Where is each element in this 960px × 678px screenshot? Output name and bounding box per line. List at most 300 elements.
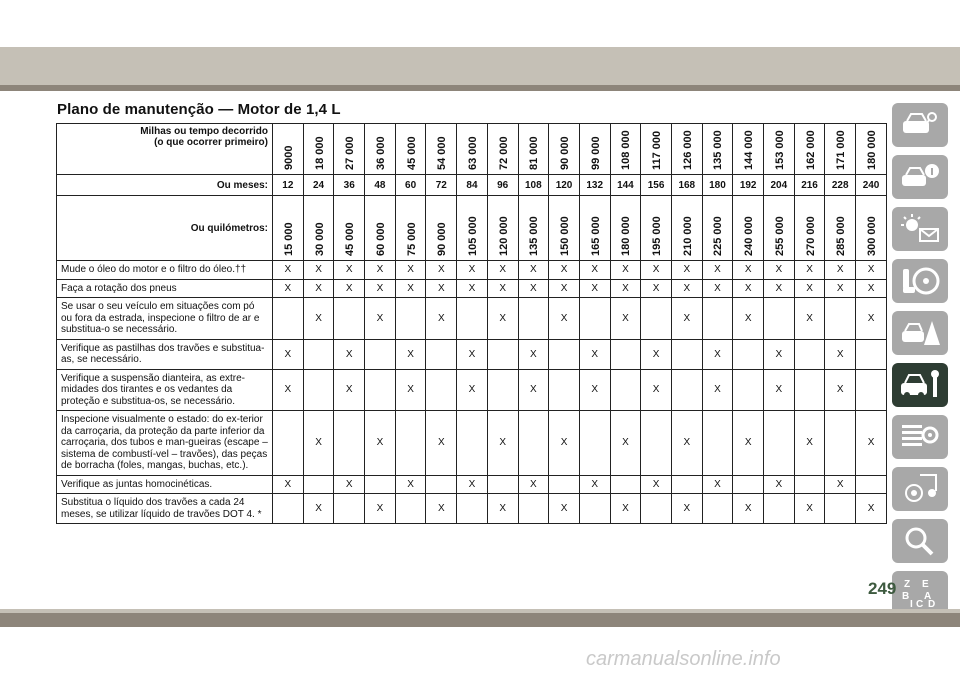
schedule-mark: X — [610, 411, 641, 476]
table-row — [57, 298, 887, 340]
schedule-mark: X — [825, 279, 856, 298]
miles-value: 171 000 — [835, 130, 848, 170]
schedule-mark: X — [457, 369, 488, 411]
header-row-months — [57, 175, 887, 196]
months-value: 96 — [487, 175, 518, 196]
car-info-icon — [900, 161, 940, 193]
miles-header-cell — [518, 124, 549, 175]
schedule-mark: X — [457, 279, 488, 298]
miles-value: 99 000 — [589, 136, 602, 170]
schedule-mark — [733, 339, 764, 369]
schedule-mark: X — [487, 411, 518, 476]
schedule-mark — [549, 475, 580, 494]
schedule-mark — [641, 411, 672, 476]
schedule-mark: X — [764, 261, 795, 280]
schedule-mark: X — [702, 369, 733, 411]
schedule-mark: X — [794, 494, 825, 524]
km-header-cell — [518, 196, 549, 261]
schedule-mark — [702, 411, 733, 476]
km-value: 270 000 — [804, 216, 817, 256]
table-row — [57, 339, 887, 369]
km-value: 255 000 — [773, 216, 786, 256]
schedule-mark — [426, 369, 457, 411]
schedule-mark — [794, 475, 825, 494]
schedule-mark: X — [273, 475, 304, 494]
schedule-mark: X — [856, 411, 887, 476]
schedule-mark: X — [487, 494, 518, 524]
schedule-mark: X — [641, 339, 672, 369]
schedule-mark: X — [641, 279, 672, 298]
schedule-mark: X — [610, 279, 641, 298]
schedule-mark: X — [610, 298, 641, 340]
svg-text:C: C — [916, 599, 924, 609]
schedule-mark — [487, 475, 518, 494]
schedule-mark: X — [395, 369, 426, 411]
miles-header-cell — [457, 124, 488, 175]
schedule-mark: X — [702, 261, 733, 280]
watermark: carmanualsonline.info — [586, 648, 781, 670]
miles-value: 153 000 — [773, 130, 786, 170]
km-header-cell — [549, 196, 580, 261]
schedule-mark: X — [794, 411, 825, 476]
schedule-mark: X — [825, 261, 856, 280]
miles-value: 135 000 — [712, 130, 725, 170]
svg-text:D: D — [928, 599, 936, 609]
schedule-mark: X — [579, 339, 610, 369]
schedule-mark — [273, 411, 304, 476]
miles-value: 108 000 — [620, 130, 633, 170]
months-value: 24 — [303, 175, 334, 196]
schedule-mark: X — [764, 475, 795, 494]
schedule-mark: X — [303, 411, 334, 476]
miles-header-cell — [856, 124, 887, 175]
months-value: 156 — [641, 175, 672, 196]
schedule-mark: X — [671, 494, 702, 524]
task-description: Substitua o líquido dos travões a cada 24 meses, se utilizar líquido de travões DOT 4. * — [57, 494, 273, 524]
schedule-mark: X — [856, 298, 887, 340]
schedule-mark — [457, 494, 488, 524]
schedule-mark: X — [426, 279, 457, 298]
km-value: 195 000 — [651, 216, 664, 256]
table-row — [57, 411, 887, 476]
schedule-mark: X — [579, 475, 610, 494]
schedule-mark: X — [702, 339, 733, 369]
schedule-mark: X — [395, 339, 426, 369]
index-letters-icon — [900, 577, 940, 609]
schedule-mark — [610, 339, 641, 369]
schedule-mark: X — [426, 494, 457, 524]
schedule-mark: X — [549, 411, 580, 476]
miles-header-cell — [426, 124, 457, 175]
km-header-cell — [457, 196, 488, 261]
miles-value: 126 000 — [681, 130, 694, 170]
schedule-mark: X — [334, 261, 365, 280]
schedule-mark: X — [457, 339, 488, 369]
schedule-mark: X — [549, 494, 580, 524]
km-value: 165 000 — [589, 216, 602, 256]
schedule-mark: X — [426, 411, 457, 476]
schedule-mark — [764, 411, 795, 476]
table-row — [57, 261, 887, 280]
schedule-mark — [702, 298, 733, 340]
steering-seat-icon — [900, 265, 940, 297]
schedule-mark — [549, 369, 580, 411]
schedule-mark — [518, 494, 549, 524]
schedule-mark: X — [856, 261, 887, 280]
schedule-mark: X — [579, 279, 610, 298]
months-value: 180 — [702, 175, 733, 196]
km-header-cell — [641, 196, 672, 261]
miles-value: 90 000 — [559, 136, 572, 170]
schedule-mark: X — [579, 261, 610, 280]
miles-header-cell — [303, 124, 334, 175]
music-nav-icon — [900, 473, 940, 505]
miles-header-cell — [334, 124, 365, 175]
km-value: 75 000 — [405, 222, 418, 256]
schedule-mark: X — [365, 298, 396, 340]
schedule-mark: X — [549, 279, 580, 298]
schedule-mark: X — [426, 261, 457, 280]
page-title: Plano de manutenção — Motor de 1,4 L — [57, 101, 341, 118]
miles-value: 9000 — [282, 145, 295, 170]
schedule-mark — [579, 494, 610, 524]
schedule-mark: X — [365, 411, 396, 476]
table-row — [57, 494, 887, 524]
schedule-mark — [395, 298, 426, 340]
top-band-stripe — [0, 85, 960, 91]
km-label: Ou quilómetros: — [57, 196, 273, 261]
schedule-mark: X — [487, 298, 518, 340]
months-value: 60 — [395, 175, 426, 196]
km-value: 135 000 — [528, 216, 541, 256]
tab-multimedia[interactable] — [892, 467, 948, 511]
tab-search[interactable] — [892, 519, 948, 563]
months-value: 204 — [764, 175, 795, 196]
schedule-mark — [671, 475, 702, 494]
km-value: 105 000 — [466, 216, 479, 256]
schedule-mark — [426, 339, 457, 369]
miles-header-cell — [610, 124, 641, 175]
svg-text:I: I — [910, 599, 913, 609]
schedule-mark: X — [395, 261, 426, 280]
schedule-mark — [794, 369, 825, 411]
schedule-mark: X — [733, 494, 764, 524]
schedule-mark: X — [856, 494, 887, 524]
schedule-mark — [334, 411, 365, 476]
km-value: 180 000 — [620, 216, 633, 256]
km-header-cell — [610, 196, 641, 261]
table-row — [57, 369, 887, 411]
schedule-mark: X — [856, 279, 887, 298]
schedule-mark: X — [641, 369, 672, 411]
schedule-mark: X — [365, 261, 396, 280]
schedule-mark — [365, 339, 396, 369]
schedule-mark — [733, 369, 764, 411]
km-value: 60 000 — [374, 222, 387, 256]
schedule-mark: X — [671, 279, 702, 298]
schedule-mark: X — [764, 279, 795, 298]
hazard-triangle-icon — [900, 317, 940, 349]
miles-header-cell — [549, 124, 580, 175]
schedule-mark: X — [273, 279, 304, 298]
miles-header-cell — [733, 124, 764, 175]
km-header-cell — [303, 196, 334, 261]
km-header-cell — [825, 196, 856, 261]
miles-header-cell — [273, 124, 304, 175]
schedule-mark: X — [365, 494, 396, 524]
schedule-mark — [579, 298, 610, 340]
miles-value: 45 000 — [405, 136, 418, 170]
schedule-mark: X — [794, 279, 825, 298]
schedule-mark — [365, 475, 396, 494]
tab-car-key[interactable] — [892, 103, 948, 147]
schedule-mark: X — [487, 279, 518, 298]
car-wrench-icon — [900, 369, 940, 401]
months-value: 216 — [794, 175, 825, 196]
schedule-mark: X — [641, 261, 672, 280]
schedule-mark: X — [549, 261, 580, 280]
warning-lights-icon — [900, 213, 940, 245]
tab-warning-lights[interactable] — [892, 207, 948, 251]
schedule-mark: X — [549, 298, 580, 340]
svg-text:B: B — [902, 591, 910, 602]
months-value: 144 — [610, 175, 641, 196]
schedule-mark: X — [579, 369, 610, 411]
miles-header-cell — [487, 124, 518, 175]
schedule-mark: X — [395, 475, 426, 494]
miles-value: 180 000 — [866, 130, 879, 170]
schedule-mark — [641, 494, 672, 524]
km-value: 45 000 — [344, 222, 357, 256]
miles-value: 81 000 — [528, 136, 541, 170]
page-number: 249 — [868, 579, 897, 598]
tab-maintenance[interactable] — [892, 363, 948, 407]
schedule-mark: X — [457, 261, 488, 280]
schedule-mark — [856, 369, 887, 411]
miles-header-cell — [702, 124, 733, 175]
miles-header-cell — [641, 124, 672, 175]
miles-header-cell — [395, 124, 426, 175]
svg-text:E: E — [922, 579, 929, 590]
schedule-mark: X — [671, 261, 702, 280]
bottom-band — [0, 613, 960, 627]
schedule-mark: X — [733, 411, 764, 476]
km-value: 90 000 — [436, 222, 449, 256]
schedule-mark — [303, 339, 334, 369]
miles-header-cell — [365, 124, 396, 175]
miles-value: 18 000 — [313, 136, 326, 170]
svg-text:Z: Z — [904, 579, 911, 590]
search-icon — [900, 525, 940, 557]
tab-car-info[interactable] — [892, 155, 948, 199]
schedule-mark — [825, 494, 856, 524]
miles-value: 144 000 — [743, 130, 756, 170]
schedule-mark — [610, 475, 641, 494]
km-value: 120 000 — [497, 216, 510, 256]
schedule-mark — [641, 298, 672, 340]
schedule-mark: X — [702, 475, 733, 494]
months-value: 48 — [365, 175, 396, 196]
km-value: 150 000 — [559, 216, 572, 256]
km-header-cell — [273, 196, 304, 261]
schedule-mark — [365, 369, 396, 411]
schedule-mark — [764, 298, 795, 340]
schedule-mark — [334, 298, 365, 340]
schedule-mark — [457, 298, 488, 340]
schedule-mark: X — [303, 494, 334, 524]
miles-value: 54 000 — [436, 136, 449, 170]
tab-hazard[interactable] — [892, 311, 948, 355]
schedule-mark: X — [303, 261, 334, 280]
months-value: 72 — [426, 175, 457, 196]
schedule-mark: X — [764, 369, 795, 411]
schedule-mark: X — [671, 411, 702, 476]
months-value: 228 — [825, 175, 856, 196]
schedule-mark: X — [610, 494, 641, 524]
table-row — [57, 279, 887, 298]
schedule-mark: X — [518, 279, 549, 298]
miles-header-cell — [764, 124, 795, 175]
schedule-mark: X — [395, 279, 426, 298]
schedule-mark: X — [334, 369, 365, 411]
months-value: 240 — [856, 175, 887, 196]
miles-header-cell — [671, 124, 702, 175]
schedule-mark: X — [733, 298, 764, 340]
schedule-mark — [549, 339, 580, 369]
miles-value: 117 000 — [651, 130, 664, 170]
months-value: 12 — [273, 175, 304, 196]
months-value: 108 — [518, 175, 549, 196]
header-row-miles — [57, 124, 887, 175]
schedule-mark — [579, 411, 610, 476]
schedule-mark: X — [273, 369, 304, 411]
schedule-mark: X — [764, 339, 795, 369]
schedule-mark: X — [303, 298, 334, 340]
months-value: 120 — [549, 175, 580, 196]
schedule-mark: X — [825, 339, 856, 369]
months-value: 36 — [334, 175, 365, 196]
km-header-cell — [487, 196, 518, 261]
miles-value: 72 000 — [497, 136, 510, 170]
header-row-km — [57, 196, 887, 261]
schedule-mark — [426, 475, 457, 494]
task-description: Faça a rotação dos pneus — [57, 279, 273, 298]
schedule-mark: X — [303, 279, 334, 298]
months-value: 84 — [457, 175, 488, 196]
table-row — [57, 475, 887, 494]
miles-value: 162 000 — [804, 130, 817, 170]
task-description: Inspecione visualmente o estado: do ex-terior da carroçaria, da proteção da parte inferior da carroçaria, dos tubos e man-gueiras (escape – sistema de combustí-vel – travões), das peças de borracha (foles, mangas, buchas, etc.). — [57, 411, 273, 476]
schedule-mark: X — [334, 339, 365, 369]
schedule-mark — [457, 411, 488, 476]
schedule-mark: X — [518, 369, 549, 411]
maintenance-schedule-table — [56, 123, 887, 524]
schedule-mark — [303, 475, 334, 494]
schedule-mark: X — [825, 475, 856, 494]
schedule-mark — [702, 494, 733, 524]
schedule-mark — [825, 411, 856, 476]
schedule-mark: X — [273, 339, 304, 369]
miles-label-line1: Milhas ou tempo decorrido — [140, 126, 268, 137]
miles-header-cell — [794, 124, 825, 175]
schedule-mark: X — [641, 475, 672, 494]
task-description: Verifique as pastilhas dos travões e substitua-as, se necessário. — [57, 339, 273, 369]
task-description: Verifique as juntas homocinéticas. — [57, 475, 273, 494]
km-value: 15 000 — [282, 222, 295, 256]
miles-value: 27 000 — [344, 136, 357, 170]
miles-label-line2: (o que ocorrer primeiro) — [154, 137, 268, 148]
miles-value: 36 000 — [374, 136, 387, 170]
schedule-mark — [395, 411, 426, 476]
km-header-cell — [794, 196, 825, 261]
months-value: 132 — [579, 175, 610, 196]
tab-steering-seat[interactable] — [892, 259, 948, 303]
km-header-cell — [579, 196, 610, 261]
top-band — [0, 47, 960, 89]
schedule-mark: X — [702, 279, 733, 298]
km-value: 30 000 — [313, 222, 326, 256]
tab-specifications[interactable] — [892, 415, 948, 459]
km-header-cell — [395, 196, 426, 261]
svg-text:A: A — [924, 591, 932, 602]
schedule-mark — [334, 494, 365, 524]
km-header-cell — [764, 196, 795, 261]
km-value: 300 000 — [866, 216, 879, 256]
schedule-mark — [487, 339, 518, 369]
km-header-cell — [702, 196, 733, 261]
task-description: Se usar o seu veículo em situações com pó ou fora da estrada, inspecione o filtro de ar e substitua-o se necessário. — [57, 298, 273, 340]
schedule-mark: X — [487, 261, 518, 280]
schedule-mark: X — [733, 261, 764, 280]
schedule-mark: X — [518, 261, 549, 280]
task-description: Mude o óleo do motor e o filtro do óleo.†† — [57, 261, 273, 280]
km-header-cell — [365, 196, 396, 261]
schedule-mark — [487, 369, 518, 411]
months-value: 168 — [671, 175, 702, 196]
schedule-mark — [794, 339, 825, 369]
schedule-mark: X — [733, 279, 764, 298]
schedule-mark: X — [457, 475, 488, 494]
schedule-mark — [733, 475, 764, 494]
schedule-mark: X — [518, 475, 549, 494]
schedule-mark — [610, 369, 641, 411]
schedule-mark: X — [671, 298, 702, 340]
schedule-mark — [825, 298, 856, 340]
schedule-mark — [273, 494, 304, 524]
schedule-mark — [303, 369, 334, 411]
schedule-mark — [671, 369, 702, 411]
schedule-mark — [518, 298, 549, 340]
schedule-mark — [518, 411, 549, 476]
km-header-cell — [856, 196, 887, 261]
miles-label — [57, 124, 273, 175]
task-description: Verifique a suspensão dianteira, as extre-midades dos tirantes e os vedantes da proteção e substitua-os, se necessário. — [57, 369, 273, 411]
schedule-mark — [273, 298, 304, 340]
schedule-mark: X — [334, 279, 365, 298]
miles-header-cell — [579, 124, 610, 175]
months-label: Ou meses: — [57, 175, 273, 196]
miles-header-cell — [825, 124, 856, 175]
km-value: 285 000 — [835, 216, 848, 256]
schedule-mark: X — [794, 261, 825, 280]
gear-list-icon — [900, 421, 940, 453]
schedule-mark — [395, 494, 426, 524]
schedule-mark: X — [273, 261, 304, 280]
car-key-icon — [900, 109, 940, 141]
chapter-sidebar — [892, 103, 952, 623]
km-header-cell — [426, 196, 457, 261]
km-header-cell — [671, 196, 702, 261]
